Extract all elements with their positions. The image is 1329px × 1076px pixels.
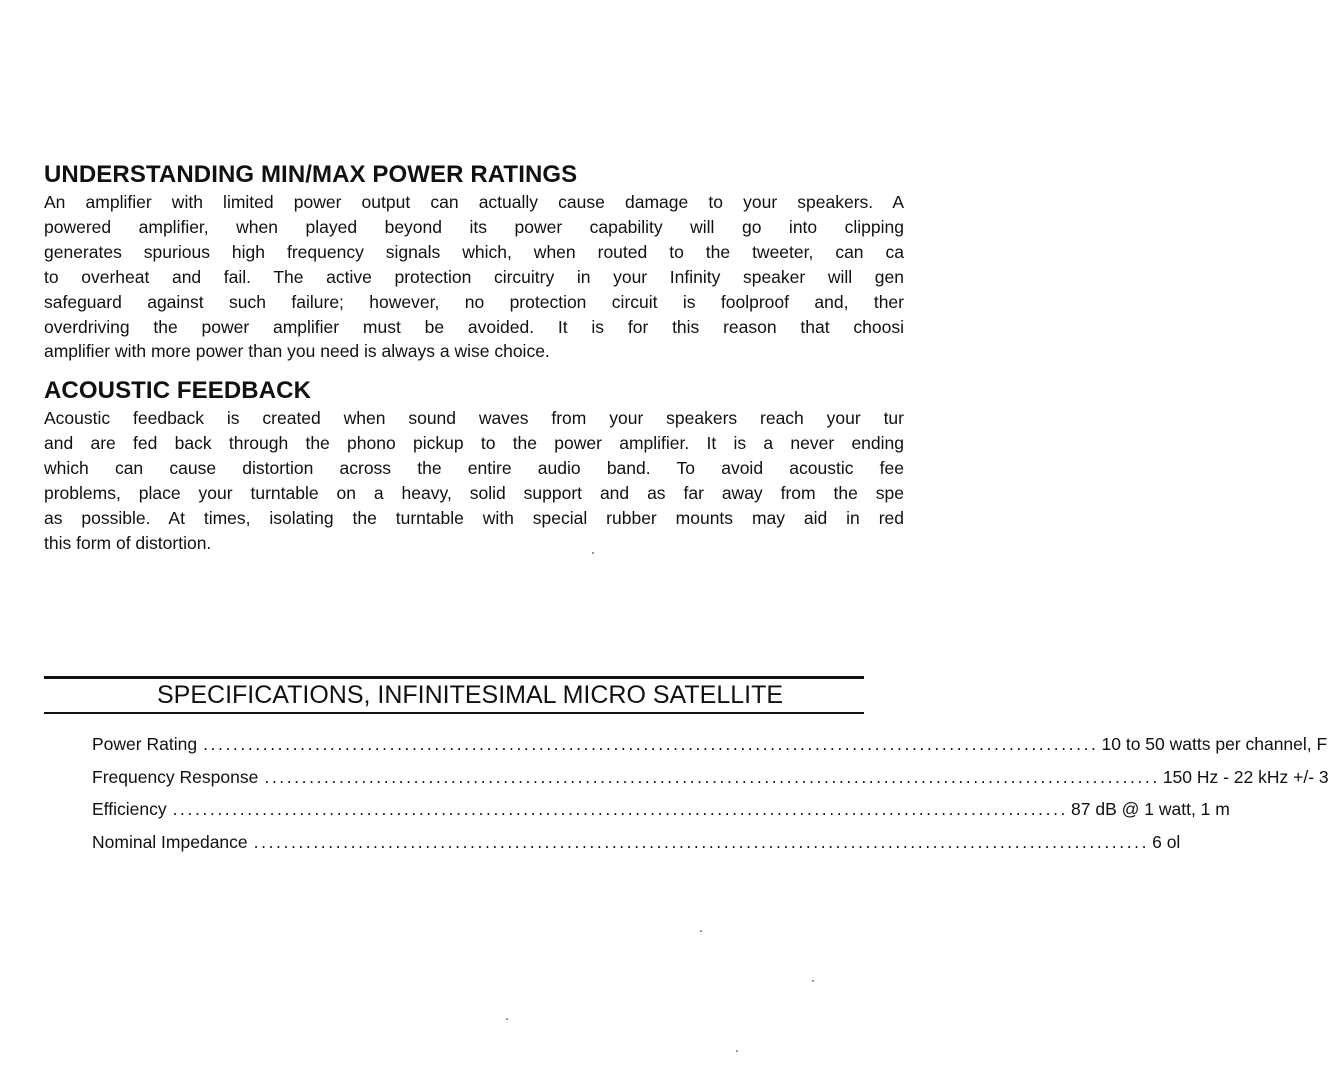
paragraph-line: Acoustic feedback is created when sound waves from your speakers reach your tur — [44, 408, 904, 428]
spec-row-nominal-impedance — [92, 831, 1181, 865]
spec-value: 150 Hz - 22 kHz +/- 3 — [1162, 766, 1329, 787]
scan-speck — [592, 552, 594, 554]
spec-row-frequency-response — [92, 766, 1329, 800]
spec-value: 87 dB @ 1 watt, 1 m — [1071, 799, 1230, 819]
specs-top-rule — [44, 676, 864, 679]
paragraph-line: to overheat and fail. The active protection circuitry in your Infinity speaker will gen — [44, 266, 904, 287]
acoustic-feedback-section — [44, 378, 904, 555]
paragraph-line: which can cause distortion across the entire audio band. To avoid acoustic fee — [44, 457, 904, 478]
paragraph-line: generates spurious high frequency signals which, when routed to the tweeter, can ca — [44, 241, 904, 262]
spec-label: Nominal Impedance — [92, 831, 248, 852]
paragraph-line: overdriving the power amplifier must be avoided. It is for this reason that choosi — [44, 316, 904, 337]
spec-label: Power Rating — [92, 734, 198, 754]
spec-label: Frequency Response — [92, 766, 259, 787]
spec-row-efficiency — [92, 799, 1230, 832]
scan-speck — [700, 930, 702, 932]
paragraph-line: safeguard against such failure; however, no protection circuit is foolproof and, ther — [44, 291, 904, 312]
dot-leader: ........................................................................................................................ — [264, 766, 1160, 787]
specs-bottom-rule — [44, 712, 864, 714]
dot-leader: ........................................................................................................................ — [253, 831, 1150, 852]
power-ratings-paragraph — [44, 190, 904, 364]
scan-speck — [506, 1018, 508, 1020]
spec-value: 10 to 50 watts per channel, F — [1101, 734, 1328, 754]
paragraph-line: powered amplifier, when played beyond its power capability will go into clipping — [44, 216, 904, 237]
acoustic-feedback-paragraph — [44, 406, 904, 555]
dot-leader: ........................................................................................................................ — [203, 734, 1099, 754]
paragraph-line: problems, place your turntable on a heavy, solid support and as far away from the spe — [44, 482, 904, 503]
specs-table — [92, 734, 1329, 864]
spec-row-power-rating — [92, 734, 1328, 767]
power-ratings-heading: UNDERSTANDING MIN/MAX POWER RATINGS — [44, 161, 578, 188]
paragraph-line: and are fed back through the phono pickup to the power amplifier. It is a never ending — [44, 432, 904, 453]
spec-value: 6 ol — [1152, 831, 1181, 852]
dot-leader: ........................................................................................................................ — [172, 799, 1069, 819]
scan-speck — [736, 1050, 738, 1052]
paragraph-line: An amplifier with limited power output can actually cause damage to your speakers. A — [44, 192, 904, 212]
specs-title: SPECIFICATIONS, INFINITESIMAL MICRO SATELLITE — [157, 681, 784, 709]
scan-speck — [812, 980, 814, 982]
spec-label: Efficiency — [92, 799, 167, 819]
paragraph-line: amplifier with more power than you need is always a wise choice. — [44, 341, 550, 362]
paragraph-line: this form of distortion. — [44, 532, 212, 553]
power-ratings-section — [44, 162, 904, 364]
acoustic-feedback-heading: ACOUSTIC FEEDBACK — [44, 377, 312, 404]
paragraph-line: as possible. At times, isolating the turntable with special rubber mounts may aid in red — [44, 507, 904, 528]
